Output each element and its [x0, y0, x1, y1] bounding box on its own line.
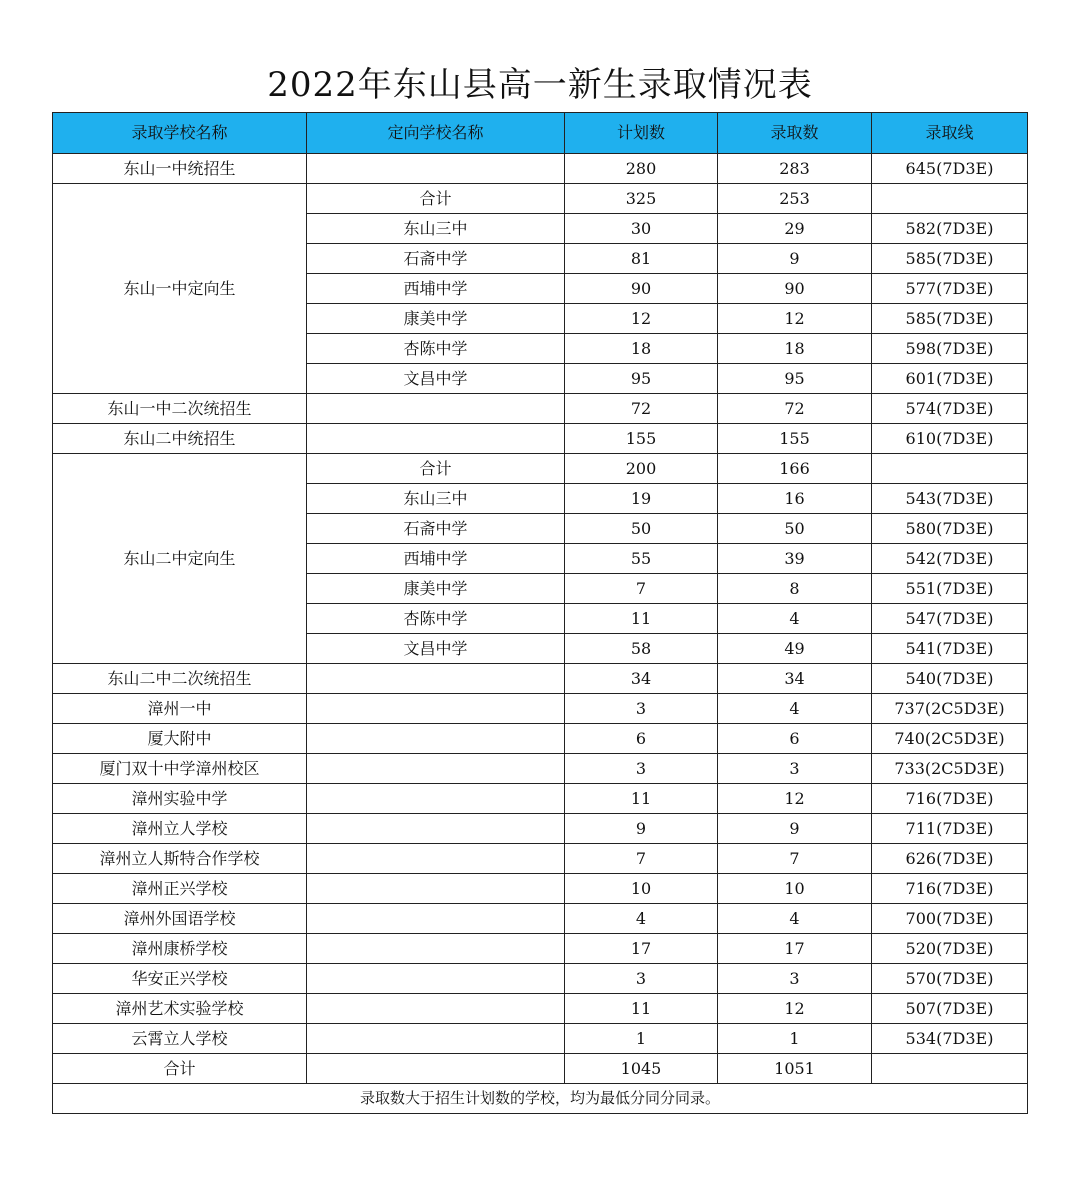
plan-cell: 6: [565, 724, 718, 754]
target-cell: 石斋中学: [307, 514, 565, 544]
page-title: 2022年东山县高一新生录取情况表: [267, 65, 813, 105]
line-cell: [872, 1054, 1028, 1084]
admit-cell: 39: [718, 544, 872, 574]
line-cell: 543(7D3E): [872, 484, 1028, 514]
target-cell: 合计: [307, 184, 565, 214]
target-cell: [307, 1054, 565, 1084]
admit-cell: 6: [718, 724, 872, 754]
admit-cell: 90: [718, 274, 872, 304]
plan-cell: 155: [565, 424, 718, 454]
table-row: [53, 784, 1028, 814]
line-cell: 598(7D3E): [872, 334, 1028, 364]
line-cell: 585(7D3E): [872, 244, 1028, 274]
table-row: [53, 184, 1028, 214]
admit-cell: 12: [718, 994, 872, 1024]
target-cell: 东山三中: [307, 484, 565, 514]
target-cell: 西埔中学: [307, 544, 565, 574]
target-cell: [307, 1024, 565, 1054]
admit-cell: 9: [718, 244, 872, 274]
target-cell: 文昌中学: [307, 364, 565, 394]
school-cell: 东山一中二次统招生: [53, 394, 307, 424]
table-row: [53, 874, 1028, 904]
plan-cell: 12: [565, 304, 718, 334]
line-cell: 582(7D3E): [872, 214, 1028, 244]
table-row: [53, 844, 1028, 874]
table-row: [53, 994, 1028, 1024]
line-cell: 551(7D3E): [872, 574, 1028, 604]
admit-cell: 50: [718, 514, 872, 544]
plan-cell: 95: [565, 364, 718, 394]
line-cell: 520(7D3E): [872, 934, 1028, 964]
plan-cell: 3: [565, 694, 718, 724]
target-cell: 杏陈中学: [307, 334, 565, 364]
line-cell: [872, 454, 1028, 484]
admit-cell: 166: [718, 454, 872, 484]
plan-cell: 11: [565, 994, 718, 1024]
plan-cell: 3: [565, 754, 718, 784]
plan-cell: 4: [565, 904, 718, 934]
admit-cell: 10: [718, 874, 872, 904]
target-cell: [307, 844, 565, 874]
line-cell: 534(7D3E): [872, 1024, 1028, 1054]
admit-cell: 29: [718, 214, 872, 244]
admit-cell: 4: [718, 694, 872, 724]
line-cell: 700(7D3E): [872, 904, 1028, 934]
line-cell: 716(7D3E): [872, 784, 1028, 814]
line-cell: 626(7D3E): [872, 844, 1028, 874]
admit-cell: 1051: [718, 1054, 872, 1084]
target-cell: 西埔中学: [307, 274, 565, 304]
plan-cell: 325: [565, 184, 718, 214]
line-cell: 716(7D3E): [872, 874, 1028, 904]
footnote-row: [53, 1084, 1028, 1114]
target-cell: [307, 874, 565, 904]
target-cell: [307, 424, 565, 454]
table-row: [53, 934, 1028, 964]
target-cell: 合计: [307, 454, 565, 484]
target-cell: 文昌中学: [307, 634, 565, 664]
column-header-admit: 录取数: [718, 113, 872, 154]
table-row: [53, 814, 1028, 844]
target-cell: 杏陈中学: [307, 604, 565, 634]
school-cell: 东山二中二次统招生: [53, 664, 307, 694]
plan-cell: 18: [565, 334, 718, 364]
school-cell: 漳州立人学校: [53, 814, 307, 844]
line-cell: 711(7D3E): [872, 814, 1028, 844]
line-cell: [872, 184, 1028, 214]
admit-cell: 4: [718, 904, 872, 934]
plan-cell: 72: [565, 394, 718, 424]
school-cell: 漳州一中: [53, 694, 307, 724]
line-cell: 580(7D3E): [872, 514, 1028, 544]
plan-cell: 55: [565, 544, 718, 574]
target-cell: 石斋中学: [307, 244, 565, 274]
table-row: [53, 424, 1028, 454]
school-cell: 漳州外国语学校: [53, 904, 307, 934]
admit-cell: 7: [718, 844, 872, 874]
plan-cell: 11: [565, 604, 718, 634]
plan-cell: 11: [565, 784, 718, 814]
admit-cell: 12: [718, 304, 872, 334]
admit-cell: 253: [718, 184, 872, 214]
target-cell: [307, 694, 565, 724]
school-cell: 东山一中统招生: [53, 154, 307, 184]
school-cell: 漳州康桥学校: [53, 934, 307, 964]
plan-cell: 58: [565, 634, 718, 664]
table-row: [53, 394, 1028, 424]
table-row: [53, 694, 1028, 724]
column-header-school: 录取学校名称: [53, 113, 307, 154]
admit-cell: 17: [718, 934, 872, 964]
line-cell: 585(7D3E): [872, 304, 1028, 334]
table-row: [53, 154, 1028, 184]
target-cell: [307, 784, 565, 814]
plan-cell: 50: [565, 514, 718, 544]
target-cell: 康美中学: [307, 304, 565, 334]
column-header-plan: 计划数: [565, 113, 718, 154]
admit-cell: 18: [718, 334, 872, 364]
plan-cell: 19: [565, 484, 718, 514]
admit-cell: 95: [718, 364, 872, 394]
target-cell: 康美中学: [307, 574, 565, 604]
target-cell: [307, 814, 565, 844]
plan-cell: 280: [565, 154, 718, 184]
line-cell: 645(7D3E): [872, 154, 1028, 184]
line-cell: 740(2C5D3E): [872, 724, 1028, 754]
plan-cell: 81: [565, 244, 718, 274]
school-cell: 厦门双十中学漳州校区: [53, 754, 307, 784]
group-school-cell: 东山二中定向生: [53, 454, 307, 664]
admission-table: [52, 112, 1028, 1114]
target-cell: [307, 904, 565, 934]
target-cell: [307, 724, 565, 754]
plan-cell: 1: [565, 1024, 718, 1054]
admit-cell: 8: [718, 574, 872, 604]
line-cell: 507(7D3E): [872, 994, 1028, 1024]
school-cell: 合计: [53, 1054, 307, 1084]
target-cell: [307, 394, 565, 424]
school-cell: 漳州正兴学校: [53, 874, 307, 904]
admit-cell: 1: [718, 1024, 872, 1054]
school-cell: 云霄立人学校: [53, 1024, 307, 1054]
school-cell: 东山二中统招生: [53, 424, 307, 454]
target-cell: [307, 994, 565, 1024]
header-row: [53, 113, 1028, 154]
school-cell: 漳州立人斯特合作学校: [53, 844, 307, 874]
line-cell: 737(2C5D3E): [872, 694, 1028, 724]
admit-cell: 155: [718, 424, 872, 454]
column-header-target: 定向学校名称: [307, 113, 565, 154]
admit-cell: 12: [718, 784, 872, 814]
admit-cell: 9: [718, 814, 872, 844]
target-cell: [307, 664, 565, 694]
table-row: [53, 454, 1028, 484]
plan-cell: 3: [565, 964, 718, 994]
line-cell: 577(7D3E): [872, 274, 1028, 304]
plan-cell: 30: [565, 214, 718, 244]
plan-cell: 9: [565, 814, 718, 844]
plan-cell: 17: [565, 934, 718, 964]
plan-cell: 7: [565, 844, 718, 874]
plan-cell: 1045: [565, 1054, 718, 1084]
target-cell: [307, 964, 565, 994]
plan-cell: 90: [565, 274, 718, 304]
plan-cell: 7: [565, 574, 718, 604]
group-school-cell: 东山一中定向生: [53, 184, 307, 394]
line-cell: 610(7D3E): [872, 424, 1028, 454]
school-cell: 华安正兴学校: [53, 964, 307, 994]
target-cell: [307, 934, 565, 964]
school-cell: 漳州实验中学: [53, 784, 307, 814]
plan-cell: 10: [565, 874, 718, 904]
target-cell: [307, 754, 565, 784]
line-cell: 542(7D3E): [872, 544, 1028, 574]
table-row: [53, 1054, 1028, 1084]
admit-cell: 72: [718, 394, 872, 424]
table-row: [53, 754, 1028, 784]
line-cell: 540(7D3E): [872, 664, 1028, 694]
admit-cell: 49: [718, 634, 872, 664]
plan-cell: 34: [565, 664, 718, 694]
line-cell: 547(7D3E): [872, 604, 1028, 634]
admit-cell: 4: [718, 604, 872, 634]
table-row: [53, 664, 1028, 694]
school-cell: 漳州艺术实验学校: [53, 994, 307, 1024]
line-cell: 574(7D3E): [872, 394, 1028, 424]
target-cell: [307, 154, 565, 184]
admit-cell: 34: [718, 664, 872, 694]
admit-cell: 3: [718, 754, 872, 784]
line-cell: 733(2C5D3E): [872, 754, 1028, 784]
table-row: [53, 904, 1028, 934]
table-row: [53, 724, 1028, 754]
admit-cell: 16: [718, 484, 872, 514]
table-row: [53, 1024, 1028, 1054]
table-body: [53, 154, 1028, 1114]
admit-cell: 3: [718, 964, 872, 994]
target-cell: 东山三中: [307, 214, 565, 244]
table-row: [53, 964, 1028, 994]
line-cell: 601(7D3E): [872, 364, 1028, 394]
line-cell: 570(7D3E): [872, 964, 1028, 994]
column-header-line: 录取线: [872, 113, 1028, 154]
school-cell: 厦大附中: [53, 724, 307, 754]
admit-cell: 283: [718, 154, 872, 184]
plan-cell: 200: [565, 454, 718, 484]
line-cell: 541(7D3E): [872, 634, 1028, 664]
footnote: 录取数大于招生计划数的学校，均为最低分同分同录。: [53, 1084, 1028, 1114]
